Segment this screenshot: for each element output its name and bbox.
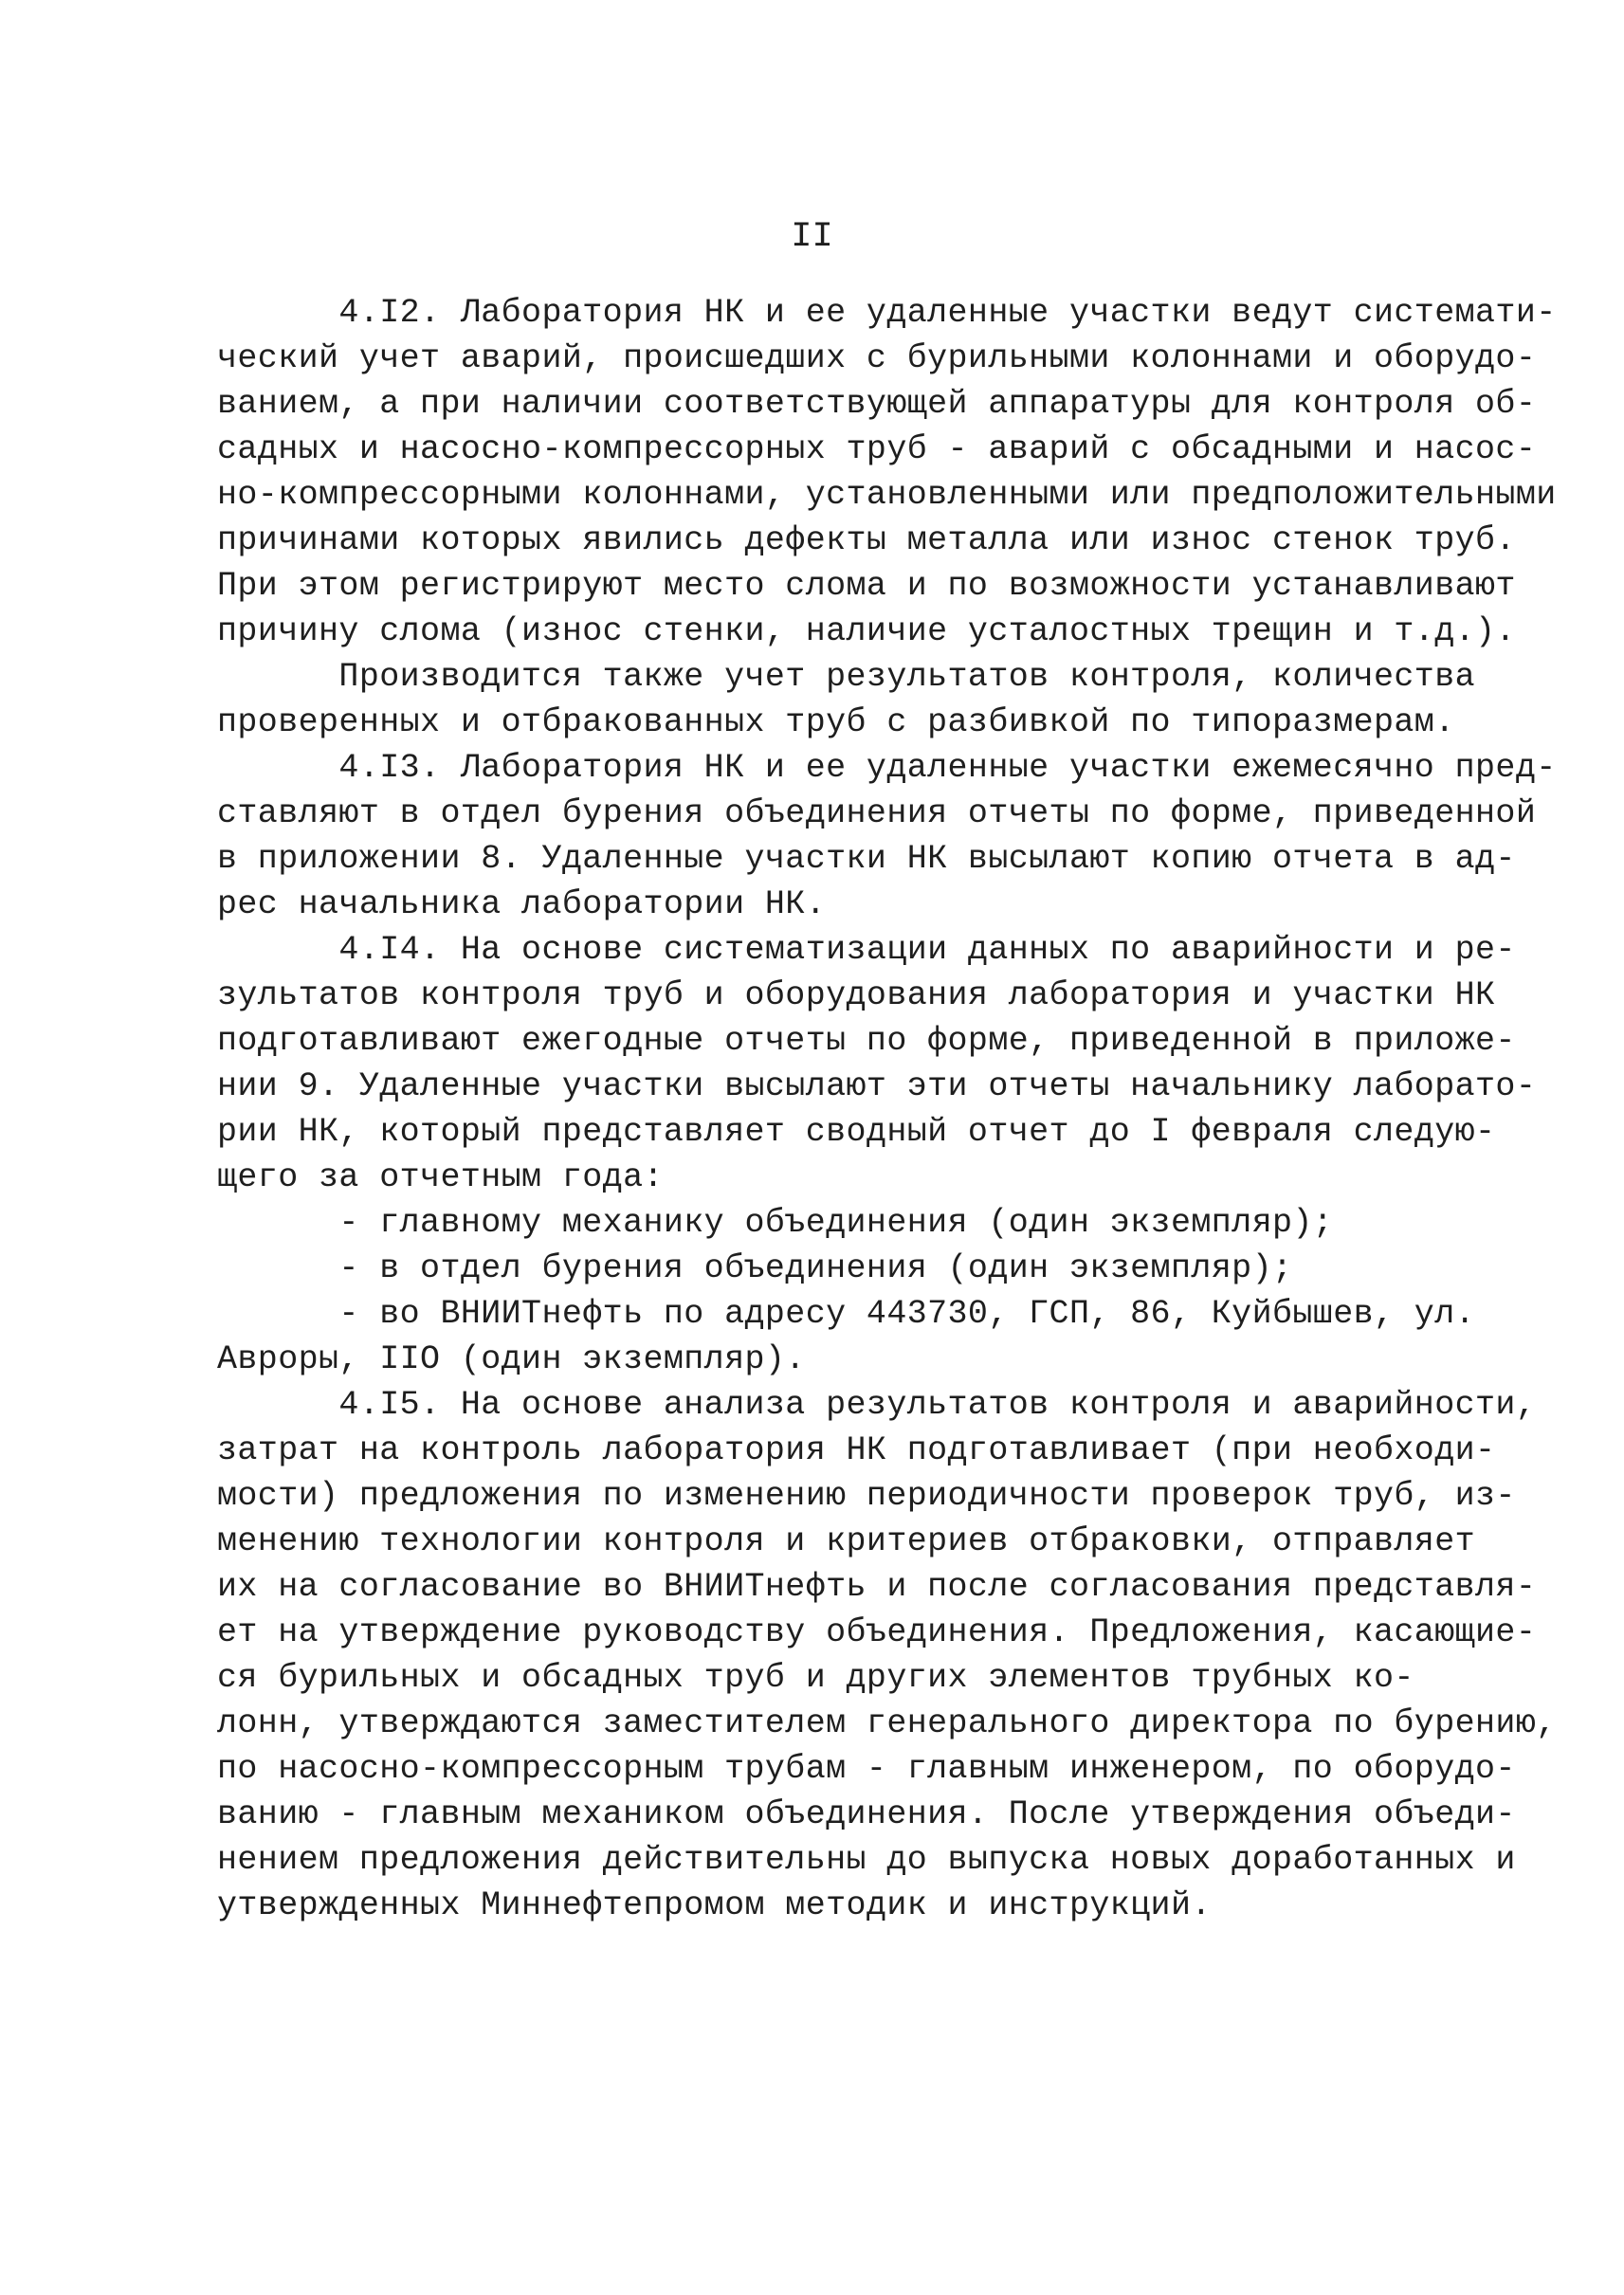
- text-line: менению технологии контроля и критериев отбраковки, отправляет: [217, 1522, 1476, 1560]
- body-text: [217, 290, 1557, 1928]
- text-line: Авроры, IIO (один экземпляр).: [217, 1340, 806, 1378]
- text-line: утвержденных Миннефтепромом методик и инструкций.: [217, 1886, 1212, 1924]
- text-line: ет на утверждение руководству объединения. Предложения, касающие-: [217, 1613, 1537, 1651]
- text-line: но-компрессорными колоннами, установленными или предположительными: [217, 476, 1557, 514]
- text-line: рес начальника лаборатории НК.: [217, 885, 827, 923]
- text-line: причину слома (износ стенки, наличие усталостных трещин и т.д.).: [217, 612, 1516, 650]
- text-line: по насосно-компрессорным трубам - главным инженером, по оборудо-: [217, 1750, 1516, 1788]
- text-line: в приложении 8. Удаленные участки НК высылают копию отчета в ад-: [217, 840, 1516, 878]
- text-line: садных и насосно-компрессорных труб - аварий с обсадными и насос-: [217, 430, 1537, 468]
- text-line: 4.I5. На основе анализа результатов контроля и аварийности,: [217, 1386, 1537, 1424]
- text-line: ставляют в отдел бурения объединения отчеты по форме, приведенной: [217, 794, 1537, 832]
- text-line: ванию - главным механиком объединения. После утверждения объеди-: [217, 1795, 1516, 1833]
- text-line: 4.I2. Лаборатория НК и ее удаленные участки ведут системати-: [217, 294, 1557, 332]
- text-line: При этом регистрируют место слома и по возможности устанавливают: [217, 567, 1516, 605]
- text-line: - во ВНИИТнефть по адресу 443730, ГСП, 86, Куйбышев, ул.: [217, 1295, 1476, 1333]
- text-line: 4.I4. На основе систематизации данных по аварийности и ре-: [217, 931, 1516, 969]
- text-line: нением предложения действительны до выпуска новых доработанных и: [217, 1841, 1516, 1879]
- text-line: ся бурильных и обсадных труб и других элементов трубных ко-: [217, 1659, 1414, 1697]
- text-line: их на согласование во ВНИИТнефть и после согласования представля-: [217, 1568, 1537, 1606]
- text-line: проверенных и отбракованных труб с разбивкой по типоразмерам.: [217, 703, 1455, 741]
- text-line: причинами которых явились дефекты металла или износ стенок труб.: [217, 521, 1516, 559]
- text-line: нии 9. Удаленные участки высылают эти отчеты начальнику лаборато-: [217, 1067, 1537, 1105]
- text-line: ванием, а при наличии соответствующей аппаратуры для контроля об-: [217, 385, 1537, 423]
- text-line: Производится также учет результатов контроля, количества: [217, 658, 1476, 696]
- text-line: щего за отчетным года:: [217, 1158, 664, 1196]
- text-line: ческий учет аварий, происшедших с бурильными колоннами и оборудо-: [217, 339, 1537, 377]
- text-line: - главному механику объединения (один экземпляр);: [217, 1204, 1334, 1242]
- text-line: лонн, утверждаются заместителем генерального директора по бурению,: [217, 1704, 1557, 1742]
- page-number: II: [791, 217, 833, 257]
- text-line: зультатов контроля труб и оборудования лаборатория и участки НК: [217, 976, 1496, 1014]
- text-line: мости) предложения по изменению периодичности проверок труб, из-: [217, 1477, 1516, 1515]
- text-line: затрат на контроль лаборатория НК подготавливает (при необходи-: [217, 1431, 1496, 1469]
- text-line: подготавливают ежегодные отчеты по форме, приведенной в приложе-: [217, 1022, 1516, 1060]
- text-line: 4.I3. Лаборатория НК и ее удаленные участки ежемесячно пред-: [217, 749, 1557, 787]
- text-line: - в отдел бурения объединения (один экземпляр);: [217, 1249, 1293, 1287]
- text-line: рии НК, который представляет сводный отчет до I февраля следую-: [217, 1113, 1496, 1151]
